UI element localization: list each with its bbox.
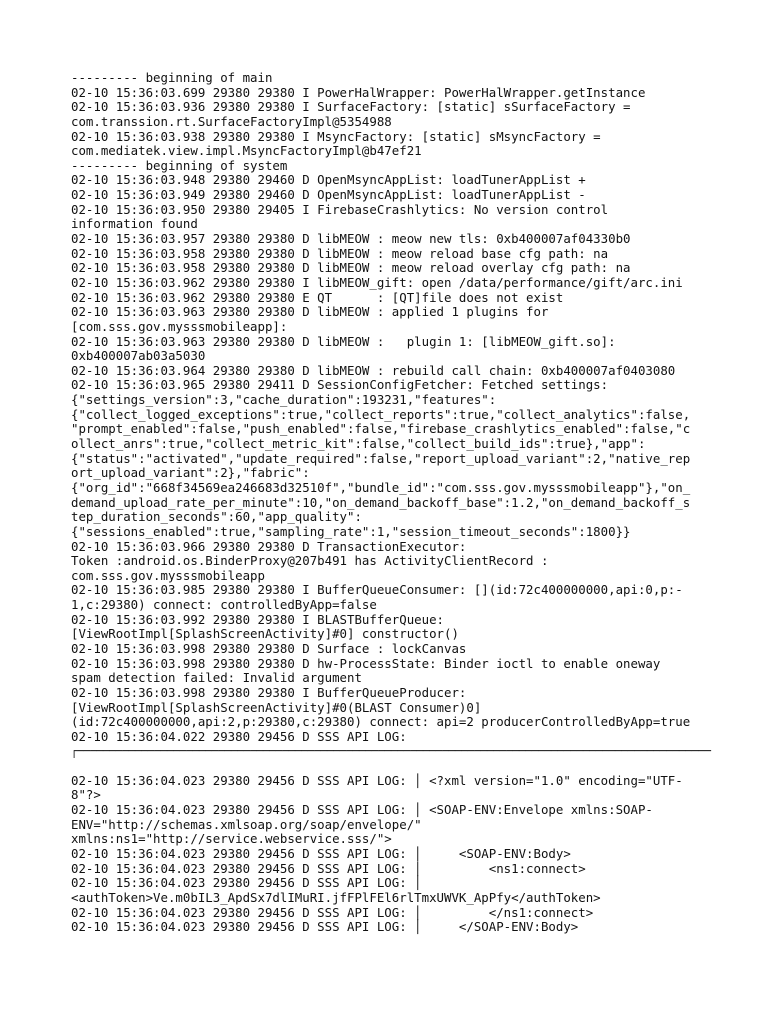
log-line: 02-10 15:36:04.023 29380 29456 D SSS API LOG: │ <?xml version="1.0" encoding="UTF- [71,772,683,788]
log-line: 02-10 15:36:03.963 29380 29380 D libMEOW : plugin 1: [libMEOW_gift.so]: [71,333,616,349]
log-line: com.transsion.rt.SurfaceFactoryImpl@5354988 [71,113,392,129]
log-line: 02-10 15:36:03.963 29380 29380 D libMEOW : applied 1 plugins for [71,304,549,320]
log-line: 02-10 15:36:03.985 29380 29380 I BufferQueueConsumer: [](id:72c400000000,api:0,p:- [71,582,683,598]
log-line: 02-10 15:36:04.023 29380 29456 D SSS API LOG: │ [71,875,422,891]
log-line: 02-10 15:36:03.699 29380 29380 I PowerHalWrapper: PowerHalWrapper.getInstance [71,84,646,100]
log-line: ENV="http://schemas.xmlsoap.org/soap/envelope/" [71,816,422,832]
log-output [71,71,711,935]
log-line: demand_upload_rate_per_minute":10,"on_demand_backoff_base":1.2,"on_demand_backoff_s [71,494,691,510]
log-line: [ViewRootImpl[SplashScreenActivity]#0] constructor() [71,626,459,642]
log-line: --------- beginning of system [71,157,288,173]
log-line: 02-10 15:36:03.938 29380 29380 I MsyncFactory: [static] sMsyncFactory = [71,128,601,144]
log-line: 02-10 15:36:03.998 29380 29380 I BufferQueueProducer: [71,684,467,700]
log-line: 02-10 15:36:04.023 29380 29456 D SSS API LOG: │ <SOAP-ENV:Envelope xmlns:SOAP- [71,802,653,818]
log-line: "prompt_enabled":false,"push_enabled":false,"firebase_crashlytics_enabled":false,"c [71,421,691,437]
log-line: 02-10 15:36:03.966 29380 29380 D TransactionExecutor: [71,538,467,554]
log-line: 02-10 15:36:03.958 29380 29380 D libMEOW : meow reload base cfg path: na [71,245,609,261]
log-line: 02-10 15:36:03.957 29380 29380 D libMEOW : meow new tls: 0xb400007af04330b0 [71,231,631,247]
log-line: 02-10 15:36:03.998 29380 29380 D Surface : lockCanvas [71,640,467,656]
log-line: 02-10 15:36:03.964 29380 29380 D libMEOW : rebuild call chain: 0xb400007af0403080 [71,362,676,378]
log-line: 02-10 15:36:03.998 29380 29380 D hw-ProcessState: Binder ioctl to enable oneway [71,655,661,671]
log-line: 02-10 15:36:04.023 29380 29456 D SSS API LOG: │ <SOAP-ENV:Body> [71,845,571,861]
log-line: com.sss.gov.mysssmobileapp [71,567,265,583]
log-line: xmlns:ns1="http://service.webservice.sss/"> [71,831,392,847]
log-line: 02-10 15:36:03.948 29380 29460 D OpenMsyncAppList: loadTunerAppList + [71,172,586,188]
log-line: tep_duration_seconds":60,"app_quality": [71,509,362,525]
log-line: 02-10 15:36:03.962 29380 29380 I libMEOW_gift: open /data/performance/gift/arc.ini [71,274,683,290]
log-line: [com.sss.gov.mysssmobileapp]: [71,318,288,334]
log-line: ort_upload_variant":2},"fabric": [71,465,310,481]
log-line: 02-10 15:36:04.023 29380 29456 D SSS API LOG: │ </ns1:connect> [71,904,594,920]
log-line: 02-10 15:36:04.023 29380 29456 D SSS API LOG: │ </SOAP-ENV:Body> [71,919,579,935]
log-line: information found [71,216,198,232]
log-line: {"status":"activated","update_required":false,"report_upload_variant":2,"native_rep [71,450,691,466]
log-line: {"collect_logged_exceptions":true,"collect_reports":true,"collect_analytics":false, [71,406,691,422]
log-line: 02-10 15:36:03.958 29380 29380 D libMEOW : meow reload overlay cfg path: na [71,260,631,276]
log-line: 02-10 15:36:03.950 29380 29405 I FirebaseCrashlytics: No version control [71,201,609,217]
log-line: 8"?> [71,787,101,803]
log-line: --------- beginning of main [71,70,273,85]
log-line: spam detection failed: Invalid argument [71,670,362,686]
log-line [71,759,711,774]
log-line: {"sessions_enabled":true,"sampling_rate":1,"session_timeout_seconds":1800}} [71,523,631,539]
log-line: 02-10 15:36:03.949 29380 29460 D OpenMsyncAppList: loadTunerAppList - [71,187,586,203]
log-line: {"settings_version":3,"cache_duration":193231,"features": [71,392,497,408]
log-line: 0xb400007ab03a5030 [71,348,206,364]
log-line: 02-10 15:36:03.992 29380 29380 I BLASTBufferQueue: [71,611,444,627]
log-line: Token :android.os.BinderProxy@207b491 has ActivityClientRecord : [71,553,549,569]
log-line: (id:72c400000000,api:2,p:29380,c:29380) connect: api=2 producerControlledByApp=true [71,714,691,730]
log-line: 02-10 15:36:03.962 29380 29380 E QT : [QT]file does not exist [71,289,564,305]
log-line: {"org_id":"668f34569ea246683d32510f","bundle_id":"com.sss.gov.mysssmobileapp"},"on_ [71,479,691,495]
log-line: com.mediatek.view.impl.MsyncFactoryImpl@b47ef21 [71,143,422,159]
log-line: <authToken>Ve.m0bIL3_ApdSx7dlIMuRI.jfFPlFEl6rlTmxUWVK_ApPfy</authToken> [71,889,601,905]
log-line: ollect_anrs":true,"collect_metric_kit":false,"collect_build_ids":true},"app": [71,436,646,452]
log-line: 1,c:29380) connect: controlledByApp=false [71,597,377,613]
log-line: [ViewRootImpl[SplashScreenActivity]#0(BLAST Consumer)0] [71,699,482,715]
log-line: 02-10 15:36:04.022 29380 29456 D SSS API LOG: [71,728,407,744]
log-line: ┌─────────────────────────────────────────────────────────────────────────────────────────────────── [71,743,711,759]
log-line: 02-10 15:36:03.936 29380 29380 I SurfaceFactory: [static] sSurfaceFactory = [71,99,631,115]
log-line: 02-10 15:36:04.023 29380 29456 D SSS API LOG: │ <ns1:connect> [71,860,586,876]
log-line: 02-10 15:36:03.965 29380 29411 D SessionConfigFetcher: Fetched settings: [71,377,609,393]
